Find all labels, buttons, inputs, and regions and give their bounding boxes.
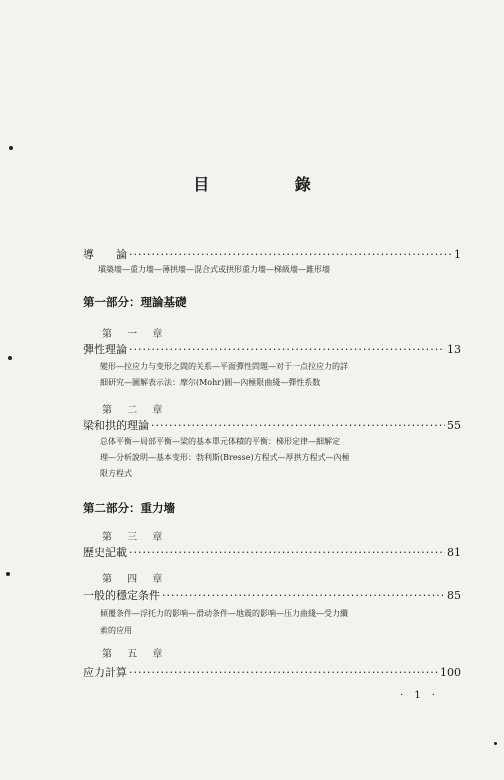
leader-dots <box>162 589 445 602</box>
chapter-heading: 第 五 章 <box>102 649 169 660</box>
entry-description: 塡築墻—重力墻—薄拱墻—混合式或拱形重力墻—梯級墻—錐形墻 <box>98 265 330 274</box>
entry-page-number: 55 <box>447 419 461 432</box>
margin-speck <box>9 146 13 150</box>
leader-dots <box>129 248 452 261</box>
leader-dots <box>129 343 445 356</box>
entry-page-number: 81 <box>447 546 461 559</box>
toc-entry-chapter-1[interactable] <box>83 343 461 356</box>
entry-description-line: 限方程式 <box>100 469 132 478</box>
entry-description-line: 細研究—圖解表示法：摩尔(Mohr)圓—內極限曲綫—彈性系数 <box>100 378 321 387</box>
entry-label: 应力計算 <box>83 666 127 679</box>
entry-label: 一般的穩定条件 <box>83 589 160 602</box>
toc-entry-chapter-5[interactable] <box>83 666 461 679</box>
toc-entry-chapter-3[interactable] <box>83 546 461 559</box>
entry-description-line: 索的应用 <box>100 626 132 635</box>
leader-dots <box>129 666 438 679</box>
chapter-heading: 第 三 章 <box>102 532 169 543</box>
part-heading: 第一部分：理論基礎 <box>83 295 187 309</box>
entry-label: 梁和拱的理論 <box>83 419 149 432</box>
page-title: 目 錄 <box>193 175 351 194</box>
leader-dots <box>129 546 445 559</box>
entry-page-number: 100 <box>440 666 461 679</box>
entry-label: 彈性理論 <box>83 343 127 356</box>
chapter-heading: 第 四 章 <box>102 574 169 585</box>
chapter-heading: 第 二 章 <box>102 405 169 416</box>
entry-page-number: 1 <box>454 248 461 261</box>
margin-speck <box>494 742 497 745</box>
entry-page-number: 85 <box>447 589 461 602</box>
margin-speck <box>8 356 12 360</box>
entry-description-line: 變形—拉应力与变形之間的关系—平面彈性問題—对于一点拉应力的詳 <box>100 362 348 371</box>
entry-page-number: 13 <box>447 343 461 356</box>
toc-entry-chapter-2[interactable] <box>83 419 461 432</box>
margin-speck <box>6 572 10 576</box>
entry-description-line: 总体平衡—局部平衡—梁的基本單元体積的平衡：梯形定律—細解定 <box>100 437 340 446</box>
toc-entry-chapter-4[interactable] <box>83 589 461 602</box>
entry-description-line: 理—分析說明—基本变形：勃利斯(Bresse)方程式—厚拱方程式—內極 <box>100 453 350 462</box>
entry-label: 導 論 <box>83 248 127 261</box>
entry-label: 歷史記載 <box>83 546 127 559</box>
entry-description-line: 傾覆条件—浮托力的影响—滑动条件—地震的影响—压力曲綫—受力纖 <box>100 609 348 618</box>
toc-entry-introduction[interactable] <box>83 248 461 261</box>
part-heading: 第二部分：重力墻 <box>83 501 175 515</box>
page-folio: · 1 · <box>400 690 440 701</box>
chapter-heading: 第 一 章 <box>102 329 169 340</box>
leader-dots <box>151 419 445 432</box>
